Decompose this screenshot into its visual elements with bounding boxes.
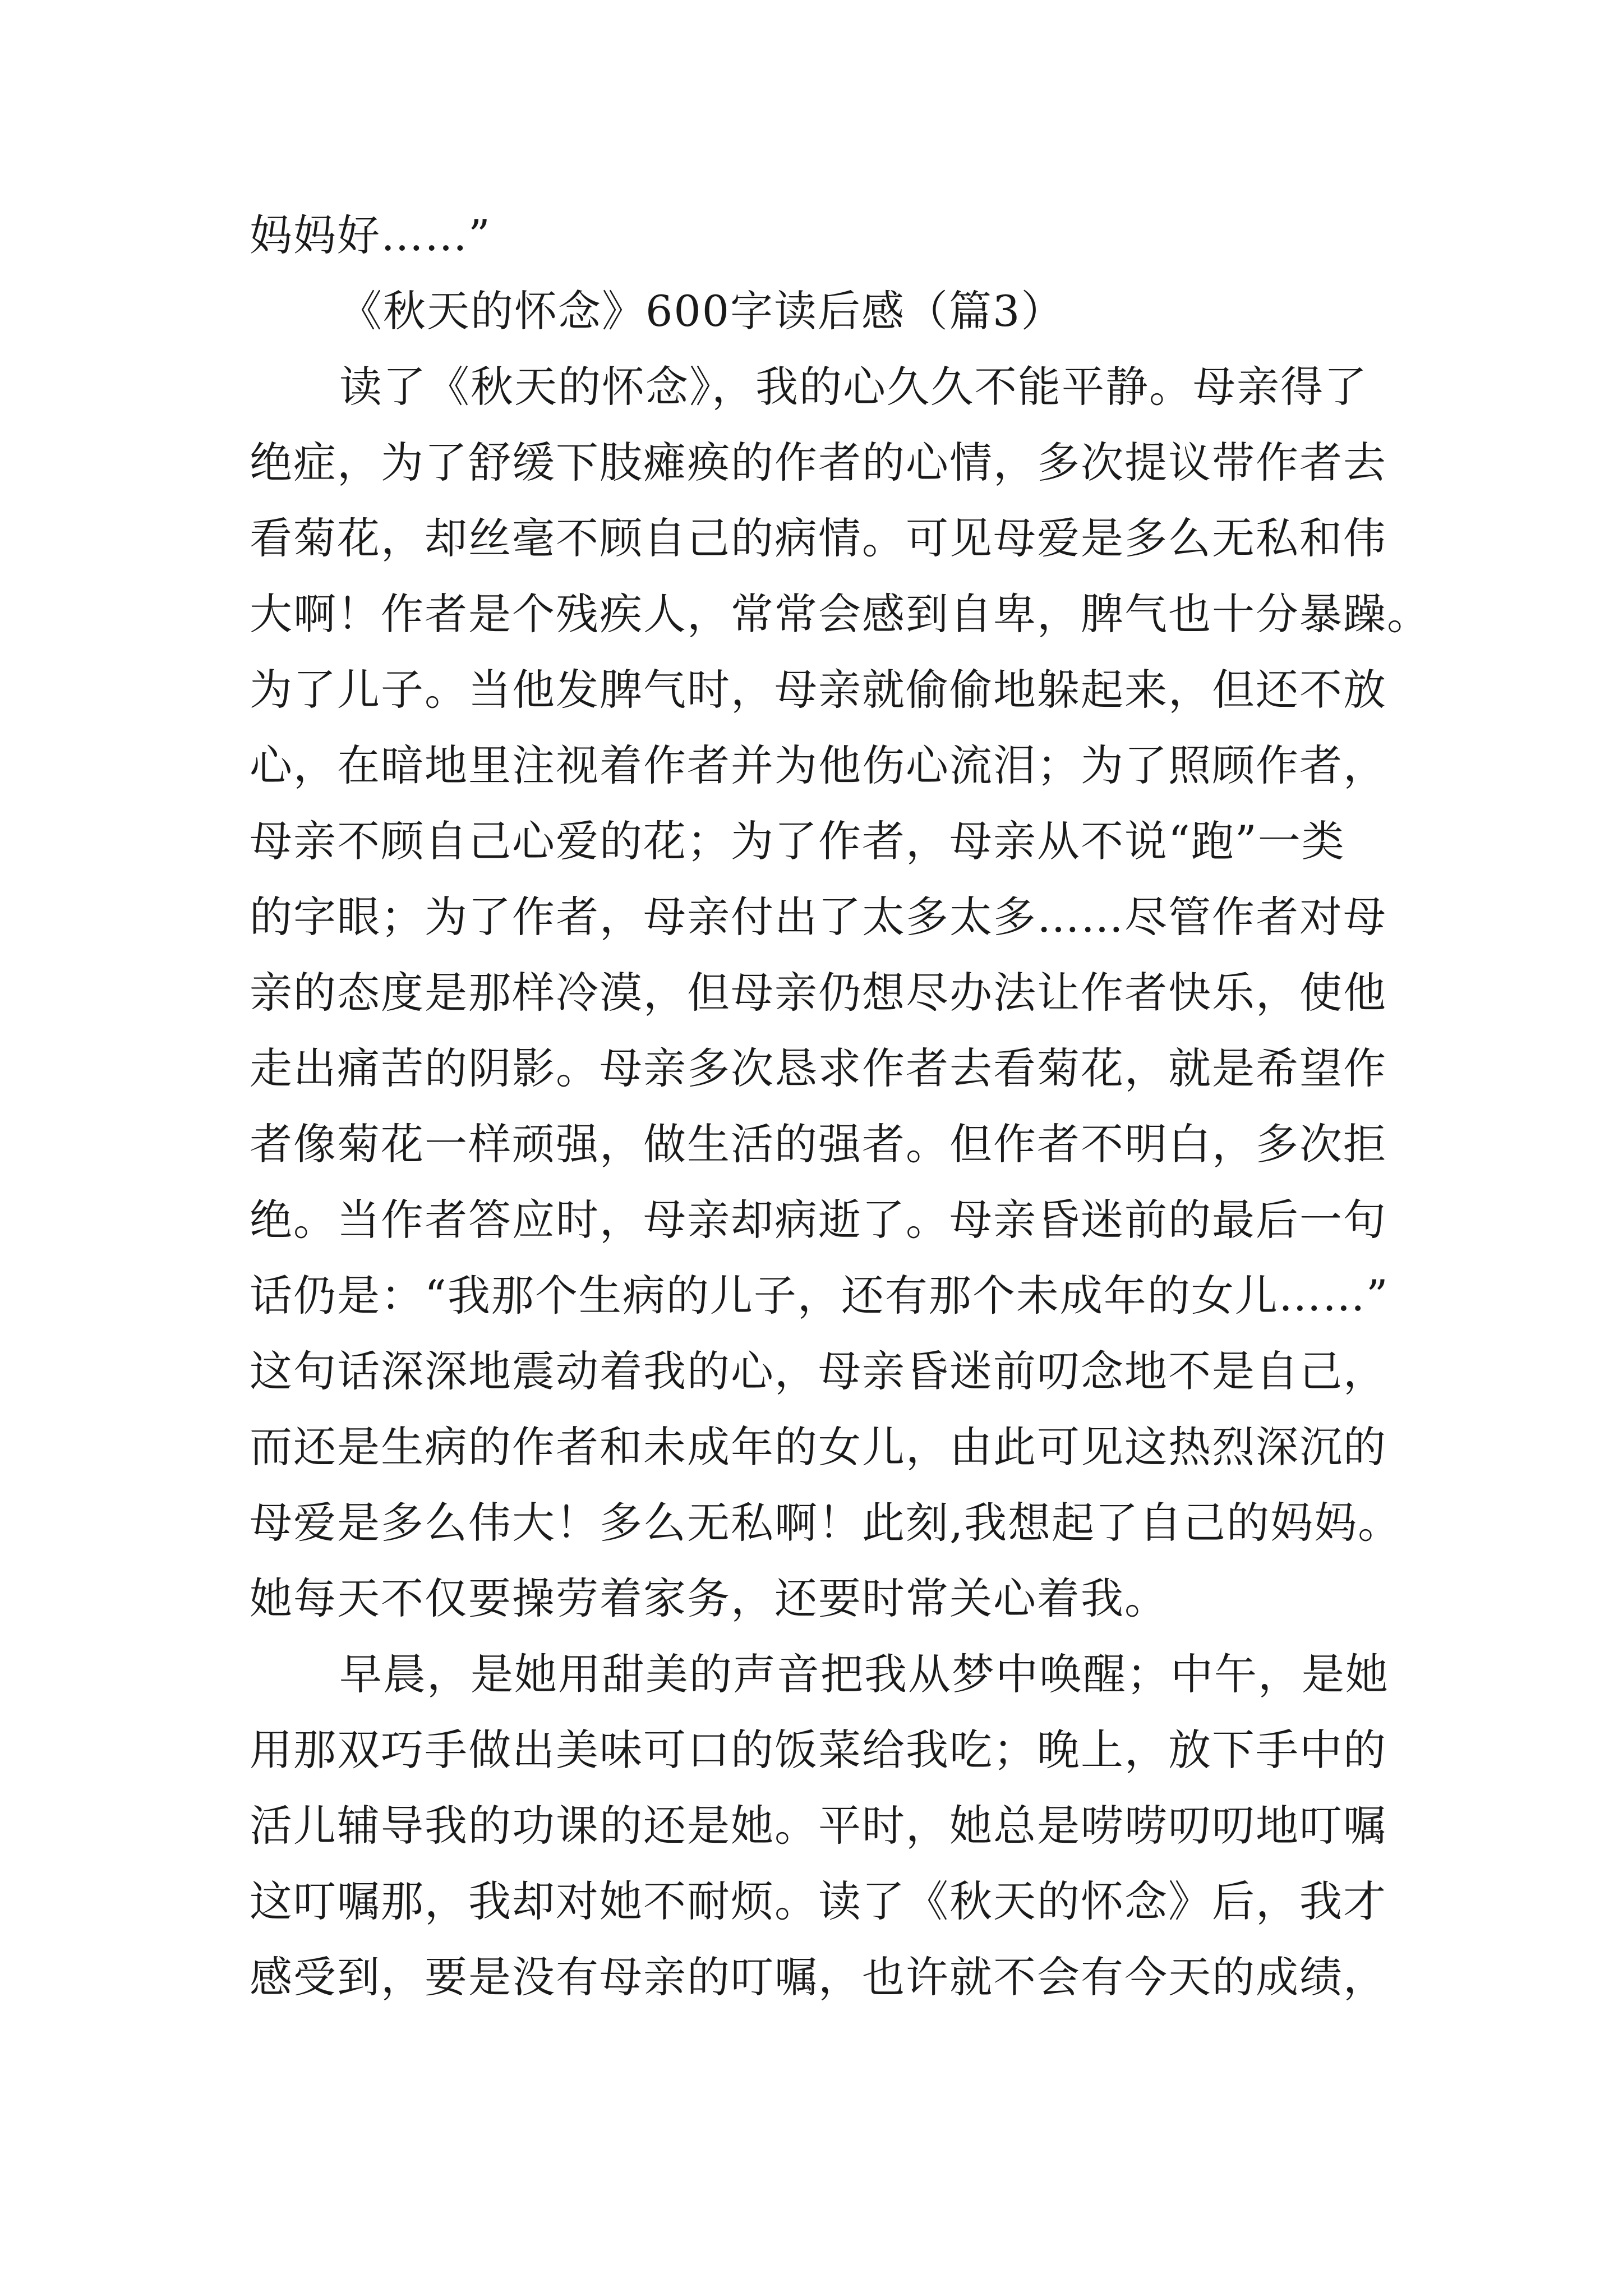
paragraph-line: 的字眼；为了作者，母亲付出了太多太多……尽管作者对母	[250, 892, 1387, 942]
paragraph-line: 走出痛苦的阴影。母亲多次恳求作者去看菊花，就是希望作	[250, 1043, 1387, 1093]
paragraph-line: 早晨，是她用甜美的声音把我从梦中唤醒；中午，是她	[339, 1649, 1389, 1699]
paragraph-line: 亲的态度是那样冷漠，但母亲仍想尽办法让作者快乐，使他	[250, 968, 1387, 1018]
paragraph-line: 心，在暗地里注视着作者并为他伤心流泪；为了照顾作者，	[250, 740, 1387, 790]
paragraph-line: 绝。当作者答应时，母亲却病逝了。母亲昏迷前的最后一句	[250, 1195, 1387, 1245]
paragraph-line: 而还是生病的作者和未成年的女儿，由此可见这热烈深沉的	[250, 1422, 1387, 1472]
paragraph-line: 话仍是：“我那个生病的儿子，还有那个未成年的女儿……”	[250, 1271, 1389, 1320]
paragraph-line: 用那双巧手做出美味可口的饭菜给我吃；晚上，放下手中的	[250, 1725, 1387, 1775]
text-line: 妈妈好……”	[250, 210, 491, 260]
paragraph-line: 读了《秋天的怀念》，我的心久久不能平静。母亲得了	[339, 362, 1368, 412]
paragraph-line: 绝症，为了舒缓下肢瘫痪的作者的心情，多次提议带作者去	[250, 438, 1387, 487]
paragraph-line: 这句话深深地震动着我的心，母亲昏迷前叨念地不是自己，	[250, 1346, 1387, 1396]
section-heading: 《秋天的怀念》600字读后感（篇3）	[339, 286, 1065, 336]
paragraph-line: 这叮嘱那，我却对她不耐烦。读了《秋天的怀念》后，我才	[250, 1876, 1387, 1926]
paragraph-line: 活儿辅导我的功课的还是她。平时，她总是唠唠叨叨地叮嘱	[250, 1801, 1387, 1851]
paragraph-line: 看菊花，却丝毫不顾自己的病情。可见母爱是多么无私和伟	[250, 513, 1387, 563]
paragraph-line: 感受到，要是没有母亲的叮嘱，也许就不会有今天的成绩，	[250, 1952, 1387, 2002]
paragraph-line: 大啊！作者是个残疾人，常常会感到自卑，脾气也十分暴躁。	[250, 589, 1431, 639]
paragraph-line: 母爱是多么伟大！多么无私啊！此刻,我想起了自己的妈妈。	[250, 1498, 1402, 1548]
paragraph-line: 母亲不顾自己心爱的花；为了作者，母亲从不说“跑”一类	[250, 816, 1345, 866]
paragraph-line: 为了儿子。当他发脾气时，母亲就偷偷地躲起来，但还不放	[250, 665, 1387, 715]
paragraph-line: 者像菊花一样顽强，做生活的强者。但作者不明白，多次拒	[250, 1119, 1387, 1169]
paragraph-line: 她每天不仅要操劳着家务，还要时常关心着我。	[250, 1573, 1168, 1623]
